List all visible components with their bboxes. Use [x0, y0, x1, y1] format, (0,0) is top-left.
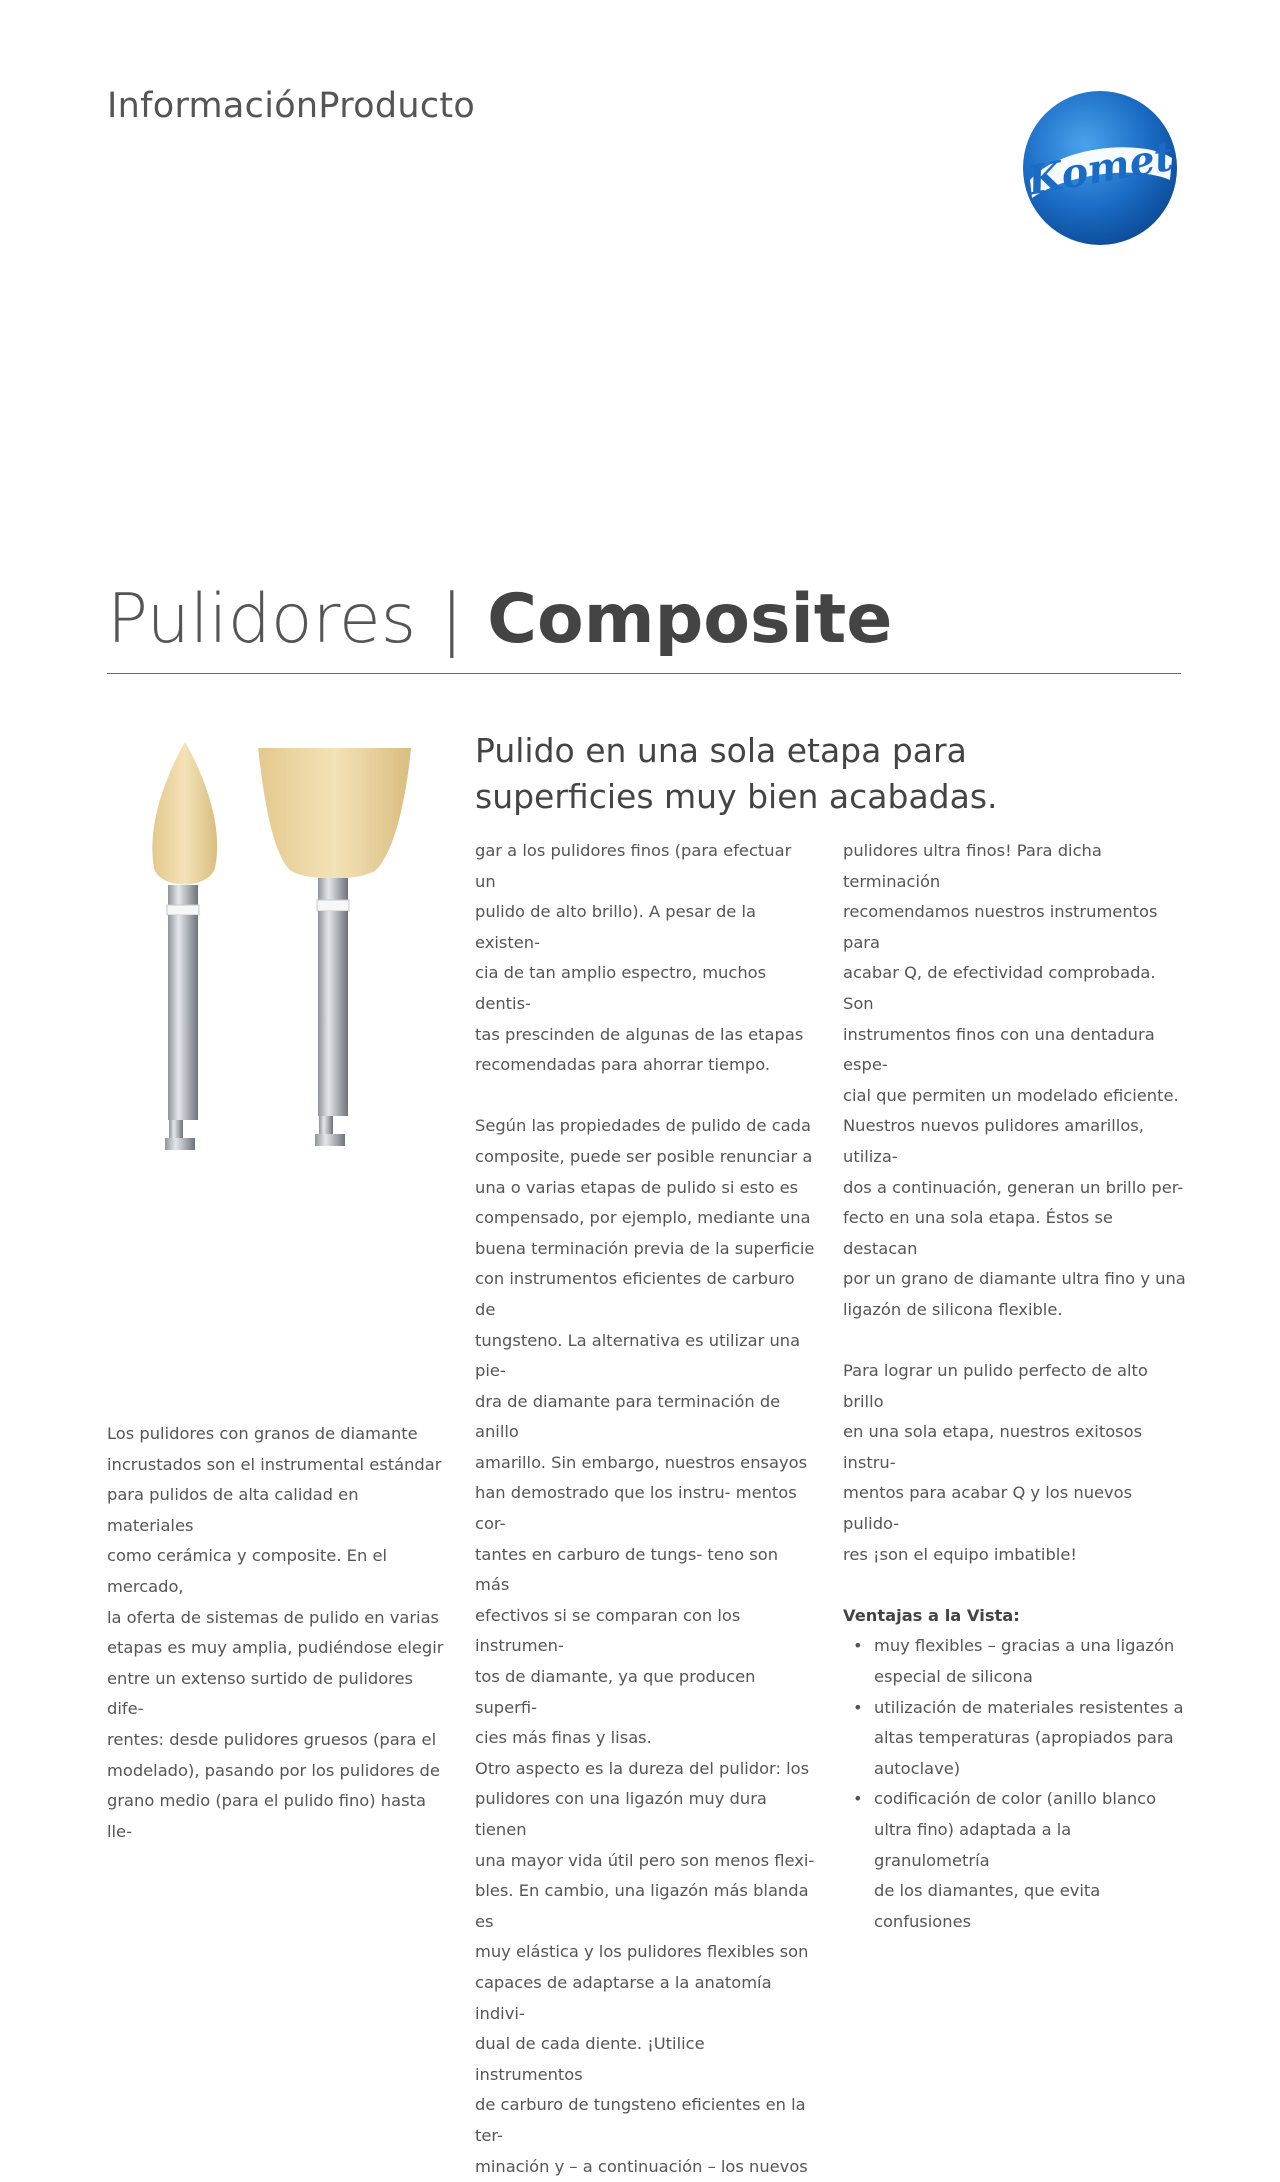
text-line: para pulidos de alta calidad en materiales — [107, 1485, 359, 1535]
text-line: ligazón de silicona flexible. — [843, 1299, 1063, 1319]
text-line: especial de silicona — [874, 1667, 1033, 1687]
text-line: bles. En cambio, una ligazón más blanda es — [475, 1881, 809, 1931]
title-light: Pulidores — [107, 580, 417, 659]
text-line: tungsteno. La alternativa es utilizar una pie- — [475, 1330, 801, 1381]
text-column-left — [107, 1419, 447, 1847]
text-line: dual de cada diente. ¡Utilice instrumentos — [475, 2034, 705, 2084]
list-item — [843, 1631, 1188, 1692]
polisher-product-image — [130, 720, 430, 1240]
header-label: InformaciónProducto — [107, 86, 476, 126]
title-bold: Composite — [487, 580, 893, 659]
text-line: mentos para acabar Q y los nuevos pulido- — [843, 1483, 1133, 1534]
subtitle-line: superficies muy bien acabadas. — [475, 777, 998, 816]
advantages-heading: Ventajas a la Vista: — [843, 1605, 1020, 1625]
text-line: minación y – a continuación – los nuevos — [475, 2156, 808, 2176]
text-line: Otro aspecto es la dureza del pulidor: los — [475, 1758, 810, 1778]
text-line: una o varias etapas de pulido si esto es — [475, 1177, 799, 1197]
text-line: por un grano de diamante ultra fino y una — [843, 1269, 1186, 1289]
komet-logo — [1020, 88, 1180, 248]
text-line: pulidores ultra finos! Para dicha terminación — [843, 841, 1102, 891]
svg-text:Komet: Komet — [1023, 132, 1177, 205]
list-item — [843, 1693, 1188, 1785]
text-line: autoclave) — [874, 1758, 961, 1778]
text-line: modelado), pasando por los pulidores de — [107, 1760, 440, 1780]
text-line: Los pulidores con granos de diamante — [107, 1424, 418, 1443]
text-line: Para lograr un pulido perfecto de alto brillo — [843, 1361, 1148, 1411]
text-line: altas temperaturas (apropiados para — [874, 1728, 1174, 1748]
text-line: pulido de alto brillo). A pesar de la existen- — [475, 902, 757, 952]
subtitle-line: Pulido en una sola etapa para — [475, 731, 967, 770]
text-line: muy elástica y los pulidores flexibles son — [475, 1942, 809, 1962]
text-line: etapas es muy amplia, pudiéndose elegir — [107, 1638, 444, 1658]
text-line: composite, puede ser posible renunciar a — [475, 1146, 813, 1166]
text-line: ultra fino) adaptada a la granulometría — [874, 1820, 1072, 1870]
text-line: incrustados son el instrumental estándar — [107, 1454, 442, 1474]
title-separator: | — [440, 580, 464, 659]
text-column-right — [843, 836, 1188, 1937]
text-line: amarillo. Sin embargo, nuestros ensayos — [475, 1452, 808, 1472]
text-line: res ¡son el equipo imbatible! — [843, 1544, 1077, 1564]
section-subtitle — [475, 728, 1175, 820]
text-line: de carburo de tungsteno eficientes en la ter- — [475, 2095, 806, 2145]
text-line: de los diamantes, que evita confusiones — [874, 1881, 1101, 1931]
text-column-middle — [475, 836, 815, 2182]
text-line: tos de diamante, ya que producen superfi- — [475, 1667, 756, 1717]
title-divider — [107, 673, 1181, 674]
text-line: han demostrado que los instru- mentos cor- — [475, 1483, 797, 1534]
text-line: cies más finas y lisas. — [475, 1728, 652, 1748]
text-line: capaces de adaptarse a la anatomía indivi- — [475, 1972, 772, 2023]
text-line: dra de diamante para terminación de anillo — [475, 1391, 781, 1442]
text-line: cia de tan amplio espectro, muchos dentis- — [475, 963, 767, 1013]
text-line: rentes: desde pulidores gruesos (para el — [107, 1729, 437, 1749]
text-line: con instrumentos eficientes de carburo de — [475, 1269, 795, 1319]
text-line: pulidores con una ligazón muy dura tienen — [475, 1789, 767, 1839]
text-line: Nuestros nuevos pulidores amarillos, utiliza- — [843, 1116, 1144, 1166]
text-line: acabar Q, de efectividad comprobada. Son — [843, 963, 1156, 1013]
text-line: una mayor vida útil pero son menos flexi- — [475, 1850, 815, 1870]
text-line: entre un extenso surtido de pulidores dife- — [107, 1668, 413, 1719]
list-item — [843, 1784, 1188, 1937]
text-line: • utilización de materiales resistentes a — [874, 1697, 1184, 1717]
text-line: • codificación de color (anillo blanco — [874, 1789, 1157, 1809]
text-line: grano medio (para el pulido fino) hasta lle- — [107, 1791, 426, 1841]
text-line: dos a continuación, generan un brillo per- — [843, 1177, 1184, 1197]
text-line: en una sola etapa, nuestros exitosos instru- — [843, 1422, 1143, 1472]
text-line: tas prescinden de algunas de las etapas — [475, 1024, 804, 1044]
text-line: la oferta de sistemas de pulido en varias — [107, 1607, 440, 1627]
text-line: recomendadas para ahorrar tiempo. — [475, 1055, 771, 1075]
text-line: como cerámica y composite. En el mercado, — [107, 1546, 387, 1596]
text-line: cial que permiten un modelado eficiente. — [843, 1085, 1179, 1105]
text-line: Según las propiedades de pulido de cada — [475, 1116, 811, 1136]
text-line: gar a los pulidores finos (para efectuar un — [475, 841, 792, 891]
page-title — [107, 580, 892, 659]
text-line: efectivos si se comparan con los instrumen- — [475, 1605, 741, 1656]
text-line: compensado, por ejemplo, mediante una — [475, 1208, 811, 1228]
text-line: tantes en carburo de tungs- teno son más — [475, 1544, 779, 1595]
text-line: fecto en una sola etapa. Éstos se destacan — [843, 1208, 1113, 1258]
text-line: • muy flexibles – gracias a una ligazón — [874, 1636, 1175, 1656]
advantages-list — [843, 1631, 1188, 1937]
text-line: buena terminación previa de la superficie — [475, 1238, 815, 1258]
text-line: recomendamos nuestros instrumentos para — [843, 902, 1158, 952]
text-line: instrumentos finos con una dentadura espe- — [843, 1024, 1155, 1075]
